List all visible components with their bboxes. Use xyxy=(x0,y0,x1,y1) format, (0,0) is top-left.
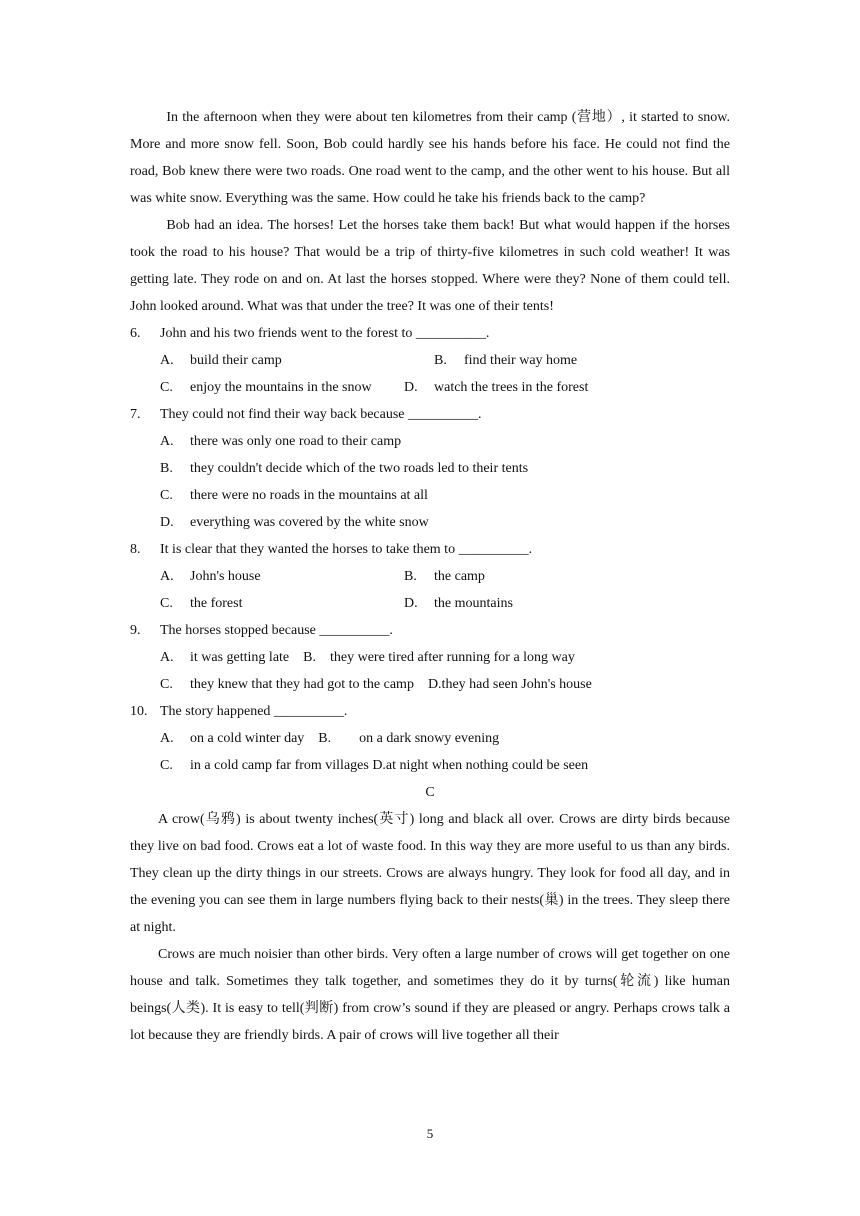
option-d: D. the mountains xyxy=(404,596,513,611)
option-d: D. everything was covered by the white snow xyxy=(160,515,429,530)
option-c: C. the forest xyxy=(160,596,243,611)
option-b: B. they couldn't decide which of the two roads led to their tents xyxy=(160,461,529,476)
passage-b-paragraph-2: Bob had an idea. The horses! Let the horses take them back! But what would happen if the horses took the road to his house? That would be a trip of thirty-five kilometres in such cold weather! It was getting late. They rode on and on. At last the horses stopped. Where were they? None of them could tell. John looked around. What was that under the tree? It was one of their tents! xyxy=(130,218,730,314)
question-stem: It is clear that they wanted the horses to take them to __________. xyxy=(160,542,533,557)
question-number: 6. xyxy=(130,326,141,341)
option-line-2: C. they knew that they had got to the camp D.they had seen John's house xyxy=(160,677,592,692)
question-7 xyxy=(130,401,730,536)
option-c: C. there were no roads in the mountains at all xyxy=(160,488,428,503)
option-a: A. there was only one road to their camp xyxy=(160,434,402,449)
option-b: B. find their way home xyxy=(434,353,578,368)
question-number: 9. xyxy=(130,623,141,638)
option-c: C. enjoy the mountains in the snow xyxy=(160,380,372,395)
question-stem: The horses stopped because __________. xyxy=(160,623,393,638)
question-8 xyxy=(130,536,730,617)
question-stem: John and his two friends went to the forest to __________. xyxy=(160,326,490,341)
question-stem: The story happened __________. xyxy=(160,704,348,719)
option-a: A. John's house xyxy=(160,569,261,584)
option-line-1: A. on a cold winter day B. on a dark snowy evening xyxy=(160,731,500,746)
option-line-1: A. it was getting late B. they were tired after running for a long way xyxy=(160,650,575,665)
question-number: 7. xyxy=(130,407,141,422)
passage-c-paragraph-2: Crows are much noisier than other birds. Very often a large number of crows will get together on one house and talk. Sometimes they talk together, and sometimes they do it by turns(轮流) like human beings(人类). It is easy to tell(判断) from crow’s sound if they are pleased or angry. Perhaps crows talk a lot because they are friendly birds. A pair of crows will live together all their xyxy=(130,947,730,1043)
option-line-2: C. in a cold camp far from villages D.at night when nothing could be seen xyxy=(160,758,589,773)
question-6 xyxy=(130,320,730,401)
option-d: D. watch the trees in the forest xyxy=(404,380,589,395)
passage-b-paragraph-1: In the afternoon when they were about ten kilometres from their camp (营地）, it started to snow. More and more snow fell. Soon, Bob could hardly see his hands before his face. He could not find the road, Bob knew there were two roads. One road went to the camp, and the other went to his house. But all was white snow. Everything was the same. How could he take his friends back to the camp? xyxy=(130,110,730,206)
question-stem: They could not find their way back because __________. xyxy=(160,407,482,422)
passage-c-paragraph-1: A crow(乌鸦) is about twenty inches(英寸) long and black all over. Crows are dirty birds because they live on bad food. Crows eat a lot of waste food. In this way they are more useful to us than any birds. They clean up the dirty things in our streets. Crows are always hungry. They look for food all day, and in the evening you can see them in large numbers flying back to their nests(巢) in the trees. They sleep there at night. xyxy=(130,812,730,935)
option-a: A. build their camp xyxy=(160,353,282,368)
section-heading: C xyxy=(425,785,435,800)
question-number: 10. xyxy=(130,704,148,719)
option-b: B. the camp xyxy=(404,569,485,584)
question-number: 8. xyxy=(130,542,141,557)
document-page xyxy=(130,104,730,1049)
question-9 xyxy=(130,617,730,698)
question-10 xyxy=(130,698,730,779)
page-number: 5 xyxy=(426,1126,434,1141)
